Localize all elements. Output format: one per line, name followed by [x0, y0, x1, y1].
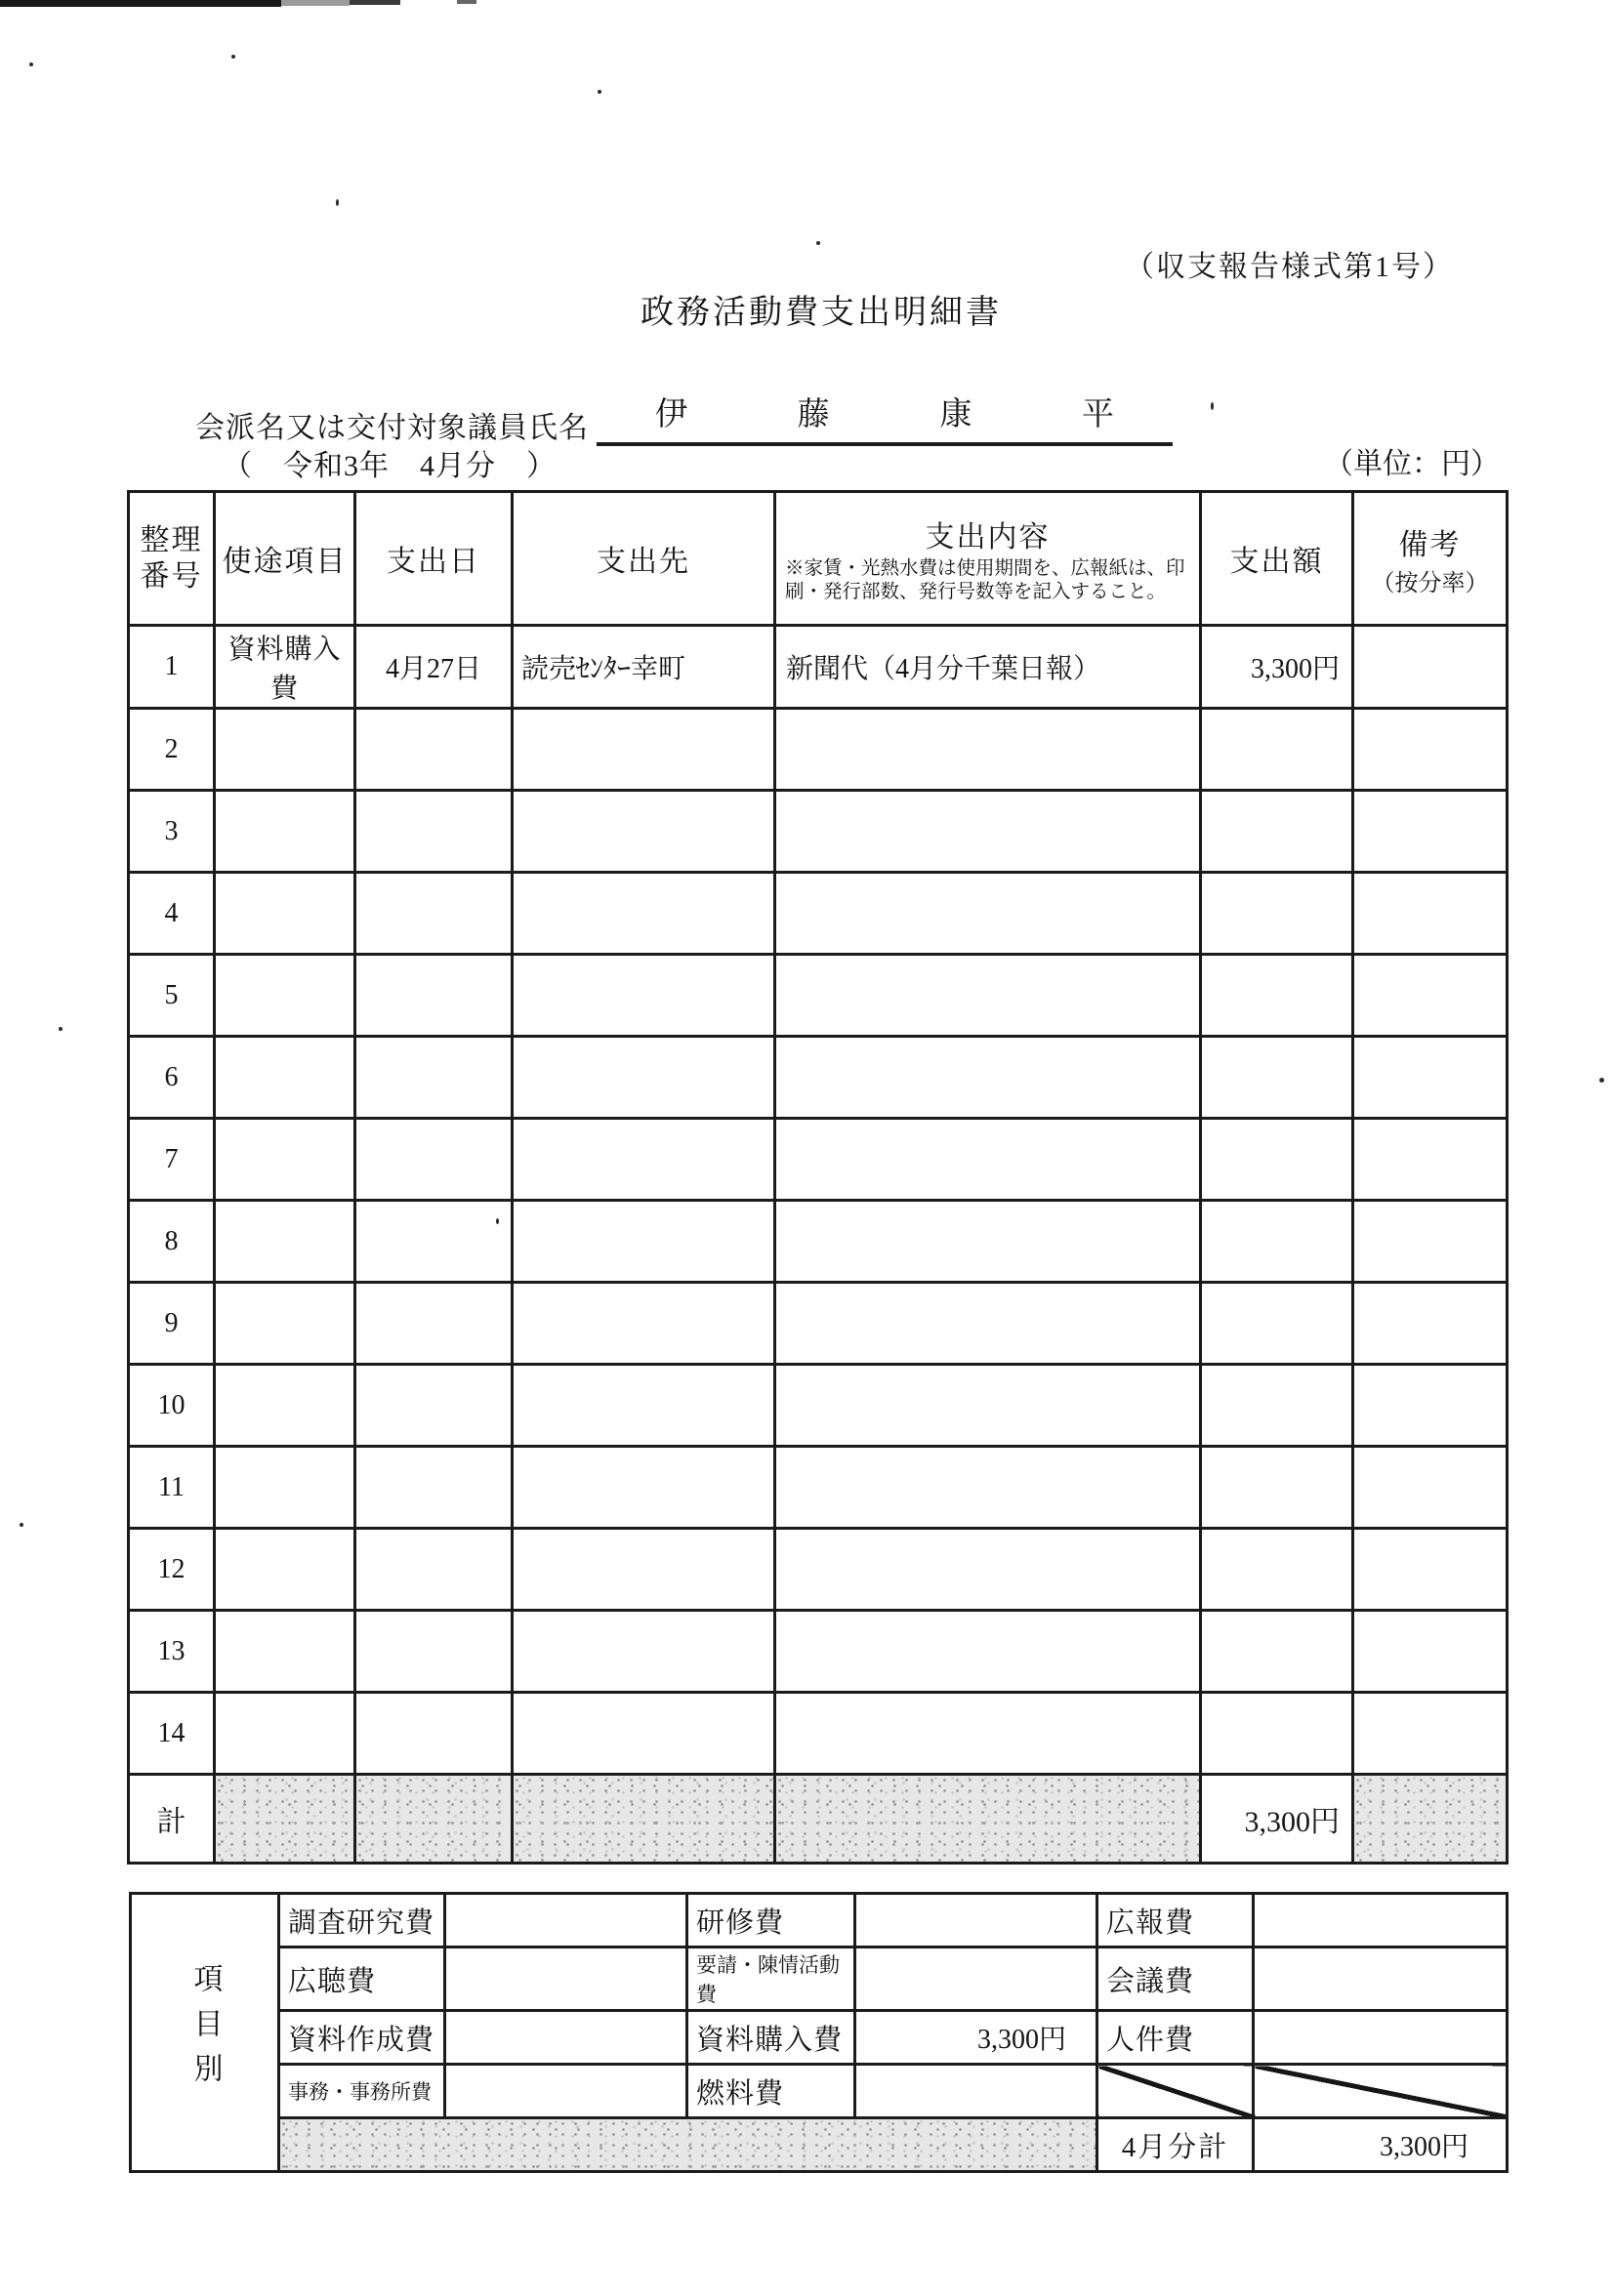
- expense-payee-cell: 読売ｾﾝﾀｰ幸町: [513, 626, 775, 709]
- category-value: [855, 2065, 1097, 2118]
- expense-payee-cell: [513, 1611, 775, 1693]
- expense-row: [129, 1201, 1508, 1283]
- member-name-label: 会派名又は交付対象議員氏名: [195, 412, 589, 444]
- expense-no-cell: 7: [129, 1119, 215, 1201]
- expense-detail-cell: [775, 709, 1201, 791]
- expense-no-cell: 2: [129, 709, 215, 791]
- expense-date-cell: [355, 955, 513, 1037]
- category-row: [131, 1894, 1508, 1948]
- expense-remarks-cell: [1353, 1693, 1508, 1775]
- expense-detail-cell: 新聞代（4月分千葉日報）: [775, 626, 1201, 709]
- expense-row: [129, 1611, 1508, 1693]
- shaded-cell: [513, 1775, 775, 1864]
- scan-artifact-strip: [0, 0, 281, 7]
- category-label: 資料購入費: [687, 2011, 855, 2065]
- total-row-label: 計: [129, 1775, 215, 1864]
- category-label: 広聴費: [279, 1948, 445, 2011]
- scan-speck: [20, 1523, 23, 1527]
- expense-payee-cell: [513, 1693, 775, 1775]
- expense-remarks-cell: [1353, 1529, 1508, 1611]
- category-label: 広報費: [1097, 1894, 1254, 1948]
- expense-item-cell: [215, 1283, 355, 1365]
- expense-row: [129, 1447, 1508, 1529]
- expense-row: [129, 1365, 1508, 1447]
- expense-amount-cell: [1201, 791, 1353, 873]
- expense-date-cell: [355, 1037, 513, 1119]
- category-label: 調査研究費: [279, 1894, 445, 1948]
- expense-payee-cell: [513, 1283, 775, 1365]
- expense-no-cell: 1: [129, 626, 215, 709]
- expense-row: [129, 873, 1508, 955]
- expense-amount-cell: [1201, 1693, 1353, 1775]
- expense-amount-cell: [1201, 709, 1353, 791]
- expense-payee-cell: [513, 873, 775, 955]
- expense-remarks-cell: [1353, 1201, 1508, 1283]
- member-name-value: 伊藤康平: [597, 389, 1173, 446]
- expense-row: [129, 1529, 1508, 1611]
- expense-remarks-cell: [1353, 626, 1508, 709]
- monthly-total-label: 4月分計: [1097, 2118, 1254, 2172]
- category-value: [445, 1894, 687, 1948]
- category-label: 人件費: [1097, 2011, 1254, 2065]
- expense-row: [129, 1283, 1508, 1365]
- expense-amount-cell: [1201, 1529, 1353, 1611]
- shaded-cell: [215, 1775, 355, 1864]
- header-expense-date: 支出日: [355, 492, 513, 626]
- category-label: 研修費: [687, 1894, 855, 1948]
- shaded-cell: [1353, 1775, 1508, 1864]
- expense-row: [129, 626, 1508, 709]
- expense-item-cell: [215, 791, 355, 873]
- expense-item-cell: [215, 1529, 355, 1611]
- category-total-row: [131, 2118, 1508, 2172]
- expense-item-cell: [215, 709, 355, 791]
- expense-date-cell: [355, 1611, 513, 1693]
- category-label: 会議費: [1097, 1948, 1254, 2011]
- expense-amount-cell: [1201, 1283, 1353, 1365]
- page-title: 政務活動費支出明細書: [641, 295, 1002, 331]
- total-amount: 3,300円: [1201, 1775, 1353, 1864]
- category-value: [445, 2065, 687, 2118]
- scan-speck: [1211, 402, 1214, 410]
- shaded-cell: [279, 2118, 1097, 2172]
- expense-detail-cell: [775, 955, 1201, 1037]
- scan-speck: [598, 90, 601, 94]
- expense-row: [129, 709, 1508, 791]
- expense-date-cell: [355, 709, 513, 791]
- expense-payee-cell: [513, 1037, 775, 1119]
- expense-no-cell: 9: [129, 1283, 215, 1365]
- expense-remarks-cell: [1353, 709, 1508, 791]
- expense-date-cell: [355, 791, 513, 873]
- expense-remarks-cell: [1353, 1611, 1508, 1693]
- expense-item-cell: [215, 873, 355, 955]
- expense-detail-cell: [775, 1037, 1201, 1119]
- expense-amount-cell: [1201, 1037, 1353, 1119]
- category-label: 事務・事務所費: [279, 2065, 445, 2118]
- expense-date-cell: [355, 1119, 513, 1201]
- expense-payee-cell: [513, 955, 775, 1037]
- unit-label: （単位：円）: [1324, 448, 1500, 480]
- expense-item-cell: [215, 955, 355, 1037]
- expense-item-cell: [215, 1447, 355, 1529]
- category-row: [131, 1948, 1508, 2011]
- expense-detail-cell: [775, 1119, 1201, 1201]
- expense-date-cell: [355, 1283, 513, 1365]
- expense-amount-cell: [1201, 1611, 1353, 1693]
- expense-detail-cell: [775, 873, 1201, 955]
- category-label: 要請・陳情活動費: [687, 1948, 855, 2011]
- scan-speck: [59, 1027, 62, 1031]
- category-row: [131, 2065, 1508, 2118]
- expense-date-cell: 4月27日: [355, 626, 513, 709]
- shaded-cell: [775, 1775, 1201, 1864]
- expense-date-cell: [355, 1201, 513, 1283]
- category-value: [445, 1948, 687, 2011]
- scan-speck: [336, 199, 339, 206]
- expense-item-cell: [215, 1201, 355, 1283]
- header-remarks-title: 備考: [1398, 528, 1462, 561]
- expense-no-cell: 4: [129, 873, 215, 955]
- expense-payee-cell: [513, 709, 775, 791]
- category-value: [855, 1894, 1097, 1948]
- expense-remarks-cell: [1353, 1037, 1508, 1119]
- expense-table-header-row: [129, 492, 1508, 626]
- scan-speck: [816, 241, 820, 245]
- expense-detail-cell: [775, 791, 1201, 873]
- expense-payee-cell: [513, 1447, 775, 1529]
- expense-no-cell: 5: [129, 955, 215, 1037]
- expense-remarks-cell: [1353, 791, 1508, 873]
- expense-date-cell: [355, 1365, 513, 1447]
- expense-date-cell: [355, 1447, 513, 1529]
- shaded-cell: [355, 1775, 513, 1864]
- category-value: [855, 1948, 1097, 2011]
- category-row: [131, 2011, 1508, 2065]
- expense-item-cell: [215, 1119, 355, 1201]
- expense-date-cell: [355, 1693, 513, 1775]
- expense-remarks-cell: [1353, 1283, 1508, 1365]
- expense-row: [129, 791, 1508, 873]
- expense-no-cell: 12: [129, 1529, 215, 1611]
- expense-total-row: [129, 1775, 1508, 1864]
- report-period-label: （ 令和3年 4月分 ）: [223, 450, 557, 482]
- form-code-label: （収支報告様式第1号）: [1125, 251, 1454, 283]
- scan-artifact-strip: [350, 0, 400, 5]
- expense-amount-cell: [1201, 1201, 1353, 1283]
- expense-detail-cell: [775, 1611, 1201, 1693]
- header-expense-detail-note: ※家賃・光熱水費は使用期間を、広報紙は、印刷・発行部数、発行号数等を記入すること。: [785, 558, 1185, 602]
- expense-row: [129, 1693, 1508, 1775]
- header-payee: 支出先: [513, 492, 775, 626]
- expense-remarks-cell: [1353, 1447, 1508, 1529]
- expense-remarks-cell: [1353, 955, 1508, 1037]
- expense-no-cell: 6: [129, 1037, 215, 1119]
- header-amount: 支出額: [1201, 492, 1353, 626]
- expense-detail-cell: [775, 1529, 1201, 1611]
- scan-speck: [1599, 1078, 1604, 1083]
- expense-rows: [129, 626, 1508, 1775]
- header-remarks-subtitle: （按分率）: [1371, 570, 1489, 596]
- expense-detail-cell: [775, 1447, 1201, 1529]
- scan-speck: [231, 55, 235, 59]
- expense-item-cell: 資料購入費: [215, 626, 355, 709]
- header-expense-detail: [775, 492, 1201, 626]
- expense-payee-cell: [513, 1119, 775, 1201]
- expense-no-cell: 3: [129, 791, 215, 873]
- crossed-out-cell: [1097, 2065, 1254, 2118]
- category-table-row-header: [131, 1894, 279, 2172]
- category-label: 燃料費: [687, 2065, 855, 2118]
- header-serial-number: 整理番号: [129, 492, 215, 626]
- category-row-header-text: 項目別: [188, 1962, 222, 2098]
- expense-amount-cell: [1201, 873, 1353, 955]
- expense-row: [129, 1037, 1508, 1119]
- expense-item-cell: [215, 1693, 355, 1775]
- expense-remarks-cell: [1353, 1119, 1508, 1201]
- expense-date-cell: [355, 1529, 513, 1611]
- expense-amount-cell: [1201, 1365, 1353, 1447]
- header-expense-detail-title: 支出内容: [925, 521, 1051, 554]
- expense-amount-cell: 3,300円: [1201, 626, 1353, 709]
- expense-detail-cell: [775, 1693, 1201, 1775]
- category-label: 資料作成費: [279, 2011, 445, 2065]
- expense-payee-cell: [513, 1201, 775, 1283]
- expense-date-cell: [355, 873, 513, 955]
- crossed-out-cell: [1254, 2065, 1508, 2118]
- expense-amount-cell: [1201, 1447, 1353, 1529]
- expense-row: [129, 1119, 1508, 1201]
- expense-item-cell: [215, 1611, 355, 1693]
- expense-detail-table: [127, 490, 1509, 1865]
- expense-remarks-cell: [1353, 873, 1508, 955]
- expense-detail-cell: [775, 1365, 1201, 1447]
- header-remarks: [1353, 492, 1508, 626]
- category-summary-table: [129, 1892, 1509, 2173]
- scan-artifact-strip: [457, 0, 476, 4]
- expense-item-cell: [215, 1365, 355, 1447]
- category-value: [1254, 1894, 1508, 1948]
- expense-detail-cell: [775, 1201, 1201, 1283]
- monthly-total-value: 3,300円: [1254, 2118, 1508, 2172]
- header-expense-item: 使途項目: [215, 492, 355, 626]
- expense-no-cell: 10: [129, 1365, 215, 1447]
- expense-payee-cell: [513, 791, 775, 873]
- member-name-line: [195, 389, 1173, 446]
- expense-no-cell: 14: [129, 1693, 215, 1775]
- expense-amount-cell: [1201, 1119, 1353, 1201]
- expense-no-cell: 13: [129, 1611, 215, 1693]
- expense-payee-cell: [513, 1529, 775, 1611]
- scan-speck: [29, 62, 33, 66]
- expense-row: [129, 955, 1508, 1037]
- category-value: 3,300円: [855, 2011, 1097, 2065]
- expense-item-cell: [215, 1037, 355, 1119]
- expense-detail-cell: [775, 1283, 1201, 1365]
- expense-no-cell: 11: [129, 1447, 215, 1529]
- expense-no-cell: 8: [129, 1201, 215, 1283]
- expense-amount-cell: [1201, 955, 1353, 1037]
- category-value: [1254, 2011, 1508, 2065]
- expense-payee-cell: [513, 1365, 775, 1447]
- category-value: [1254, 1948, 1508, 2011]
- scan-artifact-strip: [281, 0, 350, 6]
- expense-remarks-cell: [1353, 1365, 1508, 1447]
- category-value: [445, 2011, 687, 2065]
